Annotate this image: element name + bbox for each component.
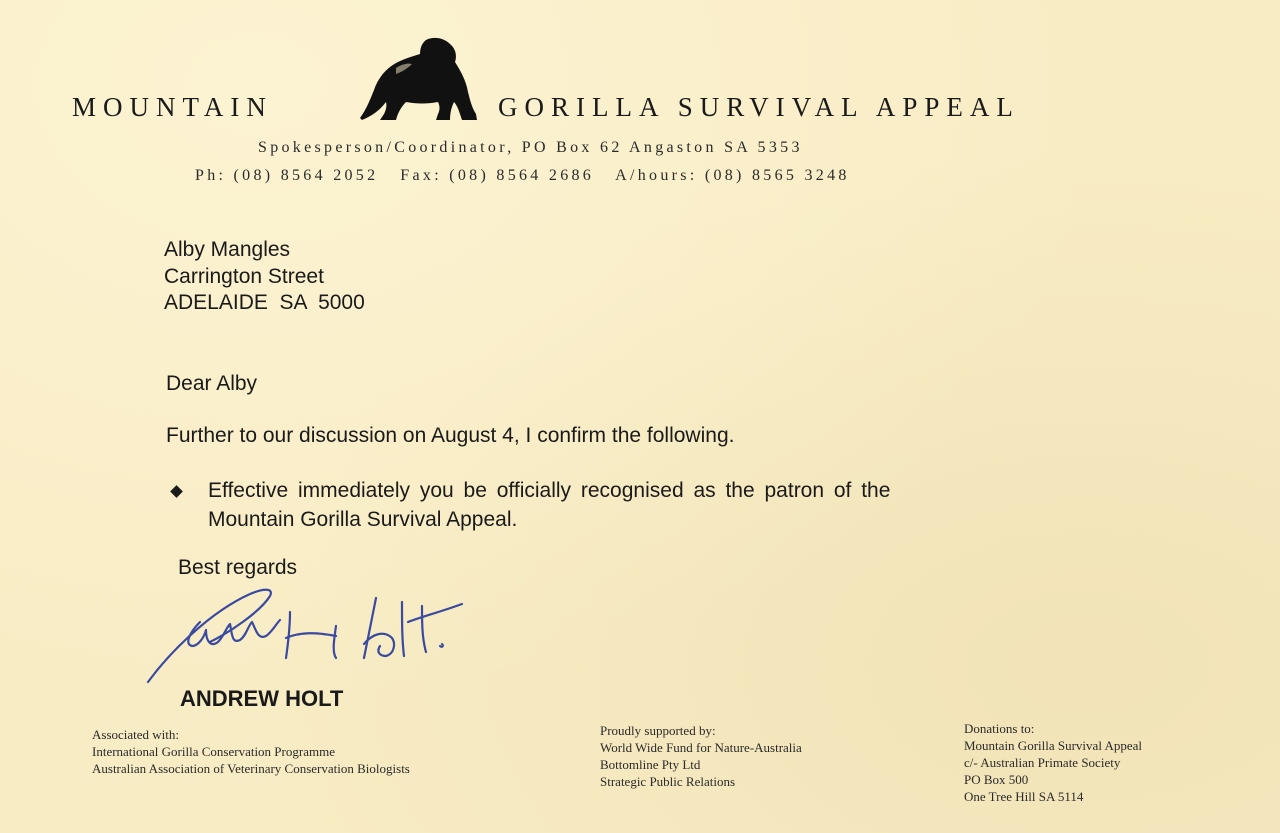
footer-donations-line: One Tree Hill SA 5114 bbox=[964, 789, 1084, 804]
letterhead-name-right: GORILLA SURVIVAL APPEAL bbox=[498, 92, 1020, 122]
closing: Best regards bbox=[178, 556, 298, 579]
bullet-text-line1: Effective immediately you be officially recognised as the patron of the bbox=[208, 479, 891, 502]
footer-associated-line: International Gorilla Conservation Programme bbox=[92, 744, 335, 759]
bullet-text-line2: Mountain Gorilla Survival Appeal. bbox=[208, 508, 518, 531]
letterhead-phone: Ph: (08) 8564 2052 Fax: (08) 8564 2686 A/hours: (08) 8565 3248 bbox=[195, 167, 850, 184]
footer-donations-line: c/- Australian Primate Society bbox=[964, 755, 1121, 770]
footer-donations-line: Mountain Gorilla Survival Appeal bbox=[964, 738, 1143, 753]
salutation: Dear Alby bbox=[166, 372, 258, 395]
recipient-city: ADELAIDE SA 5000 bbox=[164, 291, 365, 314]
letterhead-name-left: MOUNTAIN bbox=[72, 92, 273, 122]
bullet-diamond-icon bbox=[170, 485, 183, 498]
footer-associated-heading: Associated with: bbox=[92, 727, 180, 742]
signatory-name: ANDREW HOLT bbox=[180, 686, 344, 711]
footer-associated bbox=[92, 726, 410, 777]
recipient-name: Alby Mangles bbox=[164, 238, 291, 261]
footer-supported-line: Bottomline Pty Ltd bbox=[600, 757, 701, 772]
footer-associated-line: Australian Association of Veterinary Conservation Biologists bbox=[92, 761, 410, 776]
gorilla-logo-icon bbox=[356, 34, 482, 122]
footer-donations-heading: Donations to: bbox=[964, 721, 1035, 736]
recipient-street: Carrington Street bbox=[164, 265, 324, 288]
footer-supported-line: Strategic Public Relations bbox=[600, 774, 736, 789]
intro-paragraph: Further to our discussion on August 4, I confirm the following. bbox=[166, 424, 735, 447]
footer-donations-line: PO Box 500 bbox=[964, 772, 1029, 787]
footer-supported-line: World Wide Fund for Nature-Australia bbox=[600, 740, 802, 755]
letterhead-address: Spokesperson/Coordinator, PO Box 62 Angaston SA 5353 bbox=[258, 139, 803, 156]
footer-supported bbox=[600, 722, 802, 790]
footer-donations bbox=[964, 720, 1142, 805]
footer-supported-heading: Proudly supported by: bbox=[600, 723, 716, 738]
signature bbox=[140, 582, 480, 692]
